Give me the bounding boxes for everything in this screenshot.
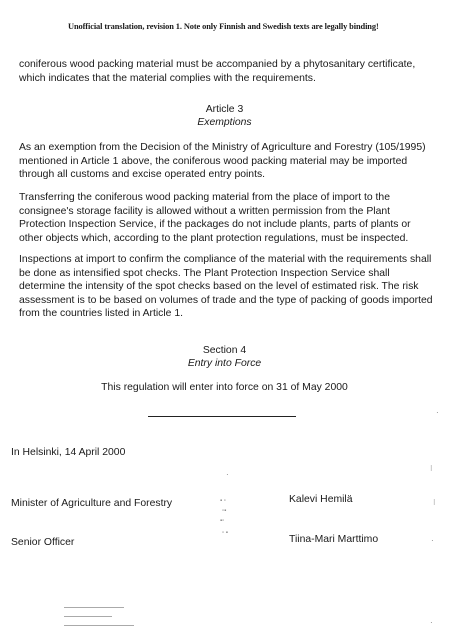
- signature-divider: [148, 416, 296, 417]
- scan-speck: ·: [431, 536, 434, 545]
- scan-speck: ⁝: [430, 464, 433, 473]
- article3-paragraph-3: Inspections at import to confirm the compliance of the material with the requirements shall be done as intensified spot checks. The Plant Protection Inspection Service shall determine the intensity of the spot checks based on the level of estimated risk. The risk assessment is to be based on volumes of trade and the type of packing of goods imported from the countries listed in Article 1.: [19, 254, 433, 319]
- article3-paragraph-1: As an exemption from the Decision of the Ministry of Agriculture and Forestry (105/1995) mentioned in Article 1 above, the coniferous wood packing material may be imported through all customs and excise operated entry points.: [19, 142, 426, 180]
- officer-title: Senior Officer: [11, 537, 75, 548]
- section4-text: This regulation will enter into force on 31 of May 2000: [101, 382, 348, 393]
- scan-speck: ·: [436, 408, 439, 417]
- intro-paragraph: coniferous wood packing material must be accompanied by a phytosanitary certificate, which indicates that the material complies with the requirements.: [19, 59, 416, 84]
- scan-speck: ⁝: [433, 498, 436, 507]
- header-note: Unofficial translation, revision 1. Note only Finnish and Swedish texts are legally binding!: [68, 22, 379, 31]
- minister-name: Kalevi Hemilä: [289, 494, 353, 505]
- officer-name: Tiina-Mari Marttimo: [289, 534, 379, 545]
- minister-title: Minister of Agriculture and Forestry: [11, 498, 173, 509]
- section4-heading: Section 4: [202, 345, 247, 356]
- article3-paragraph-2: Transferring the coniferous wood packing material from the place of import to the consignee's storage facility is allowed without a written permission from the Plant Protection Inspection Service, if the packages do not include plants, parts of plants or other objects which, according to the plant protection regulations, must be inspected.: [19, 192, 411, 244]
- article3-subheading: Exemptions: [197, 117, 252, 128]
- place-date: In Helsinki, 14 April 2000: [11, 447, 126, 458]
- article3-heading: Article 3: [205, 104, 244, 115]
- section4-subheading: Entry into Force: [187, 358, 262, 369]
- faint-stamp-mark: ▪ ▫ ▫▪ ▪▫ ▫ ▪: [220, 498, 228, 536]
- scan-speck: ·: [430, 618, 433, 627]
- footer-smudge: [64, 604, 144, 632]
- scan-speck: ·: [226, 470, 229, 479]
